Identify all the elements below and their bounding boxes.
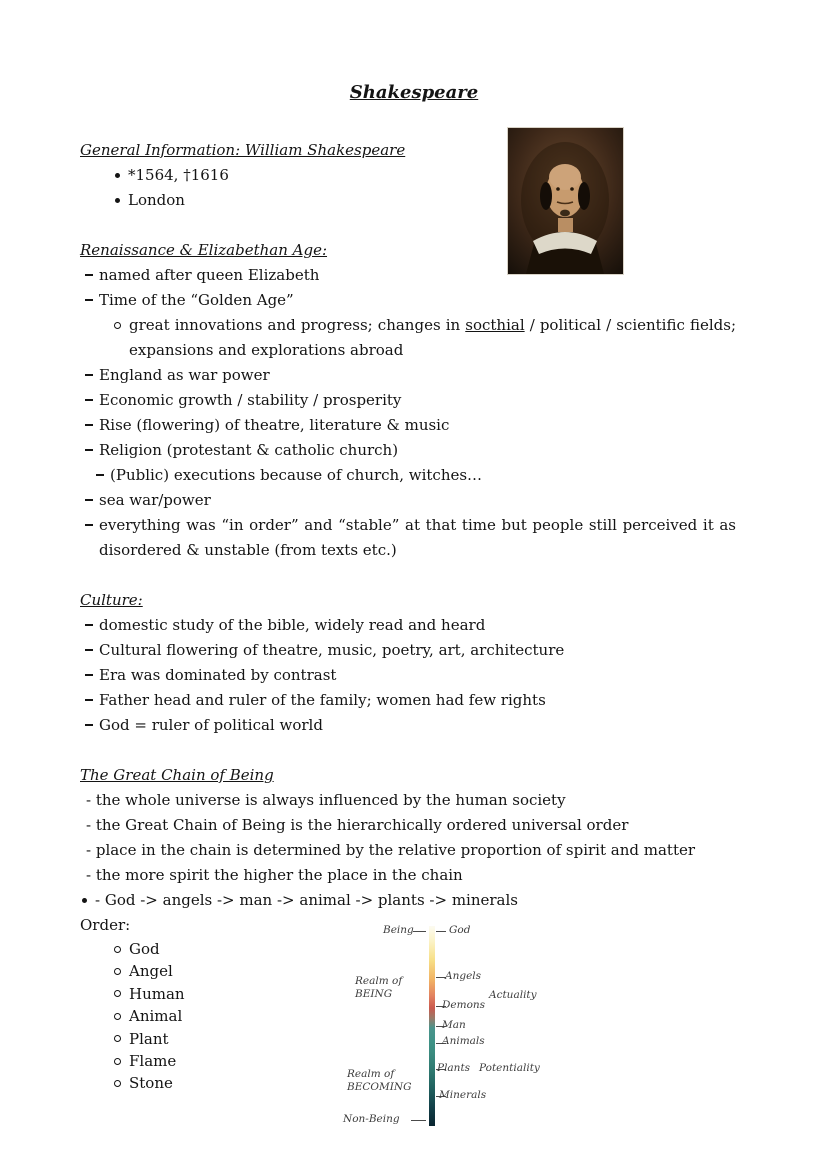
list-item <box>115 188 736 213</box>
diagram-label-minerals: Minerals <box>439 1089 487 1101</box>
circle-bullet-icon <box>114 1013 121 1020</box>
dash-bullet-icon <box>85 399 93 401</box>
tick-being <box>413 931 426 932</box>
dash-bullet-icon <box>85 274 93 276</box>
bullet-icon <box>82 898 87 903</box>
list-item <box>114 313 736 363</box>
list-item <box>85 613 736 638</box>
diagram-label-plants: Plants <box>437 1062 471 1074</box>
chain-gradient-bar <box>429 926 435 1126</box>
list-item-text: Animal <box>129 1007 183 1026</box>
section-general-information <box>80 138 736 213</box>
dash-bullet-icon <box>85 374 93 376</box>
section-heading: General Information: William Shakespeare <box>80 141 406 159</box>
underlined-word: socthial <box>465 316 525 334</box>
section-heading: The Great Chain of Being <box>80 766 274 784</box>
list-item-text: Time of the “Golden Age” <box>99 291 294 309</box>
diagram-label-non-being: Non-Being <box>343 1113 400 1125</box>
list-item <box>85 288 736 313</box>
list-item <box>85 413 736 438</box>
great-chain-diagram <box>337 916 567 1138</box>
dash-bullet-icon <box>85 699 93 701</box>
list-item <box>86 813 736 838</box>
order-label: Order: <box>80 916 131 934</box>
list-item-text: God <box>129 940 160 958</box>
dash-bullet-icon <box>85 499 93 501</box>
diagram-label-being-caps: BEING <box>355 988 393 1000</box>
dash-bullet-icon <box>85 649 93 651</box>
list-item-text: Human <box>129 984 185 1003</box>
list-item <box>86 863 736 888</box>
text-fragment: / political / scientific fields; expansions and explorations abroad <box>129 316 736 359</box>
circle-bullet-icon <box>114 946 121 953</box>
list-item-text: Era was dominated by contrast <box>99 666 337 684</box>
list-item <box>85 513 736 563</box>
diagram-label-animals: Animals <box>442 1035 485 1047</box>
circle-bullet-icon <box>114 1058 121 1065</box>
diagram-label-realm-of: Realm of <box>347 1068 395 1080</box>
dash-bullet-icon <box>85 724 93 726</box>
dash-bullet-icon <box>85 449 93 451</box>
title-row <box>0 0 828 106</box>
list-item-text <box>129 313 736 363</box>
list-item <box>86 788 736 813</box>
list-item-text: - place in the chain is determined by the relative proportion of spirit and matter <box>86 841 696 859</box>
circle-bullet-icon <box>114 968 121 975</box>
section-heading: Culture: <box>80 591 143 609</box>
diagram-label-god: God <box>449 924 471 936</box>
list-item-text: sea war/power <box>99 491 211 509</box>
list-item-text: Father head and ruler of the family; women had few rights <box>99 691 546 709</box>
text-fragment: great innovations and progress; changes in <box>129 316 466 334</box>
dash-bullet-icon <box>85 299 93 301</box>
section-culture <box>80 588 736 738</box>
list-item <box>85 713 736 738</box>
page-title: Shakespeare <box>349 82 479 103</box>
bullet-icon <box>115 198 120 203</box>
list-item <box>85 388 736 413</box>
list-item-text: domestic study of the bible, widely read and heard <box>99 616 486 634</box>
diagram-label-demons: Demons <box>442 999 486 1011</box>
circle-bullet-icon <box>114 1080 121 1087</box>
circle-bullet-icon <box>114 322 121 329</box>
list-item-text: God = ruler of political world <box>99 716 323 734</box>
list-item-text: - the more spirit the higher the place in the chain <box>86 866 463 884</box>
dash-bullet-icon <box>96 474 104 476</box>
list-item <box>85 638 736 663</box>
list-item-text: named after queen Elizabeth <box>99 266 320 284</box>
diagram-label-realm-of-being <box>355 975 402 1001</box>
list-item <box>85 263 736 288</box>
circle-bullet-icon <box>114 1035 121 1042</box>
diagram-label-potentiality: Potentiality <box>479 1062 540 1074</box>
section-renaissance <box>80 238 736 563</box>
list-item <box>115 163 736 188</box>
list-item <box>96 463 736 488</box>
list-item-text: - the whole universe is always influenced by the human society <box>86 791 566 809</box>
list-item-text: Stone <box>129 1074 173 1093</box>
list-item <box>85 438 736 463</box>
dash-bullet-icon <box>85 624 93 626</box>
list-item <box>85 663 736 688</box>
section-heading: Renaissance & Elizabethan Age: <box>80 241 328 259</box>
diagram-label-man: Man <box>442 1019 466 1031</box>
list-item-text: Angel <box>129 962 173 981</box>
tick-god <box>436 931 446 932</box>
list-item-text: - God -> angels -> man -> animal -> plants -> minerals <box>95 891 518 909</box>
dash-bullet-icon <box>85 524 93 526</box>
diagram-label-angels: Angels <box>445 970 482 982</box>
diagram-label-realm-of-becoming <box>347 1068 412 1094</box>
list-item-text: Economic growth / stability / prosperity <box>99 391 402 409</box>
portrait-image <box>508 128 623 274</box>
diagram-label-becoming-caps: BECOMING <box>347 1081 412 1093</box>
list-item-text: London <box>128 191 185 209</box>
bullet-icon <box>115 173 120 178</box>
list-item-text: (Public) executions because of church, witches… <box>110 466 483 484</box>
shakespeare-portrait <box>508 128 623 274</box>
dash-bullet-icon <box>85 674 93 676</box>
list-item-text: Rise (flowering) of theatre, literature & music <box>99 416 450 434</box>
list-item-text: - the Great Chain of Being is the hierarchically ordered universal order <box>86 816 629 834</box>
list-item <box>85 688 736 713</box>
list-item <box>82 888 736 913</box>
list-item <box>85 488 736 513</box>
list-item-text: Flame <box>129 1052 177 1071</box>
list-item <box>85 363 736 388</box>
list-item-text: everything was “in order” and “stable” at that time but people still perceived it as disordered & unstable (from texts etc.) <box>99 516 736 559</box>
list-item-text: *1564, †1616 <box>128 166 229 184</box>
circle-bullet-icon <box>114 990 121 997</box>
diagram-label-actuality: Actuality <box>489 989 537 1001</box>
list-item <box>86 838 736 863</box>
diagram-label-realm-of: Realm of <box>355 975 403 987</box>
diagram-label-being: Being <box>383 924 414 936</box>
list-item-text: Religion (protestant & catholic church) <box>99 441 399 459</box>
list-item-text: Cultural flowering of theatre, music, poetry, art, architecture <box>99 641 565 659</box>
list-item-text: Plant <box>129 1029 169 1048</box>
tick-non-being <box>411 1120 426 1121</box>
list-item-text: England as war power <box>99 366 270 384</box>
dash-bullet-icon <box>85 424 93 426</box>
